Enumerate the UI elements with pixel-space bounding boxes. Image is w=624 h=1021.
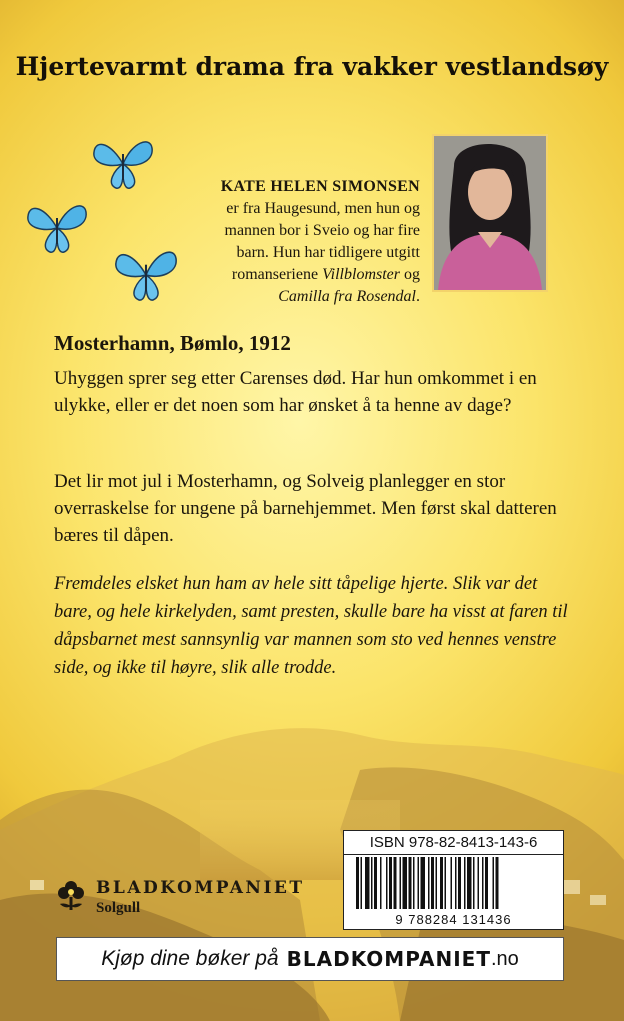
series-title: Camilla fra Rosendal: [278, 288, 416, 305]
flower-logo-icon: [56, 878, 86, 912]
butterfly-icon: [92, 134, 154, 192]
blurb-paragraph: Uhyggen sprer seg etter Carenses død. Har hun omkommet i en ulykke, eller er det noen som har ønsket å ta henne av dage?: [54, 368, 537, 416]
setting-heading: Mosterhamn, Bømlo, 1912: [54, 331, 291, 355]
author-bio: [150, 176, 420, 308]
publisher-name: BLADKOMPANIET: [96, 878, 305, 898]
tagline-heading: Hjertevarmt drama fra vakker vestlandsøy: [15, 52, 609, 81]
excerpt-paragraph: Fremdeles elsket hun ham av hele sitt tåpelige hjerte. Slik var det bare, og hele kirkelyden, samt presten, skulle bare ha visst at faren til dåpsbarnet mest sannsynlig var mannen som sto ved hennes venstre side, og ikke til høyre, slik alle trodde.: [54, 574, 568, 678]
barcode-box: [343, 830, 564, 930]
buy-brand: BLADKOMPANIET: [286, 947, 491, 971]
author-bio-line: [150, 264, 420, 286]
buy-domain-suffix: .no: [490, 947, 519, 970]
isbn-label: ISBN 978-82-8413-143-6: [344, 833, 563, 855]
author-photo: [432, 134, 548, 292]
series-title: Villblomster: [322, 266, 400, 283]
bio-text: romanseriene: [231, 266, 319, 283]
buy-banner: [56, 937, 564, 981]
blurb-paragraph: Det lir mot jul i Mosterhamn, og Solveig planlegger en stor overraskelse for ungene på barnehjemmet. Men først skal datteren bæres til dåpen.: [54, 471, 557, 546]
author-bio-line: er fra Haugesund, men hun og: [226, 200, 420, 217]
bio-text: .: [416, 288, 420, 305]
buy-text: Kjøp dine bøker på: [101, 947, 279, 970]
publisher-imprint: Solgull: [96, 900, 141, 916]
barcode-image: [354, 857, 554, 909]
author-portrait-image: [434, 136, 546, 290]
barcode-number: 9 788284 131436: [395, 912, 512, 927]
author-bio-line: [150, 286, 420, 308]
author-bio-line: barn. Hun har tidligere utgitt: [236, 244, 420, 261]
bio-text: og: [404, 266, 420, 283]
author-name: KATE HELEN SIMONSEN: [220, 178, 420, 195]
publisher-block: [56, 872, 346, 922]
butterfly-icon: [26, 198, 88, 256]
author-bio-line: mannen bor i Sveio og har fire: [224, 222, 420, 239]
